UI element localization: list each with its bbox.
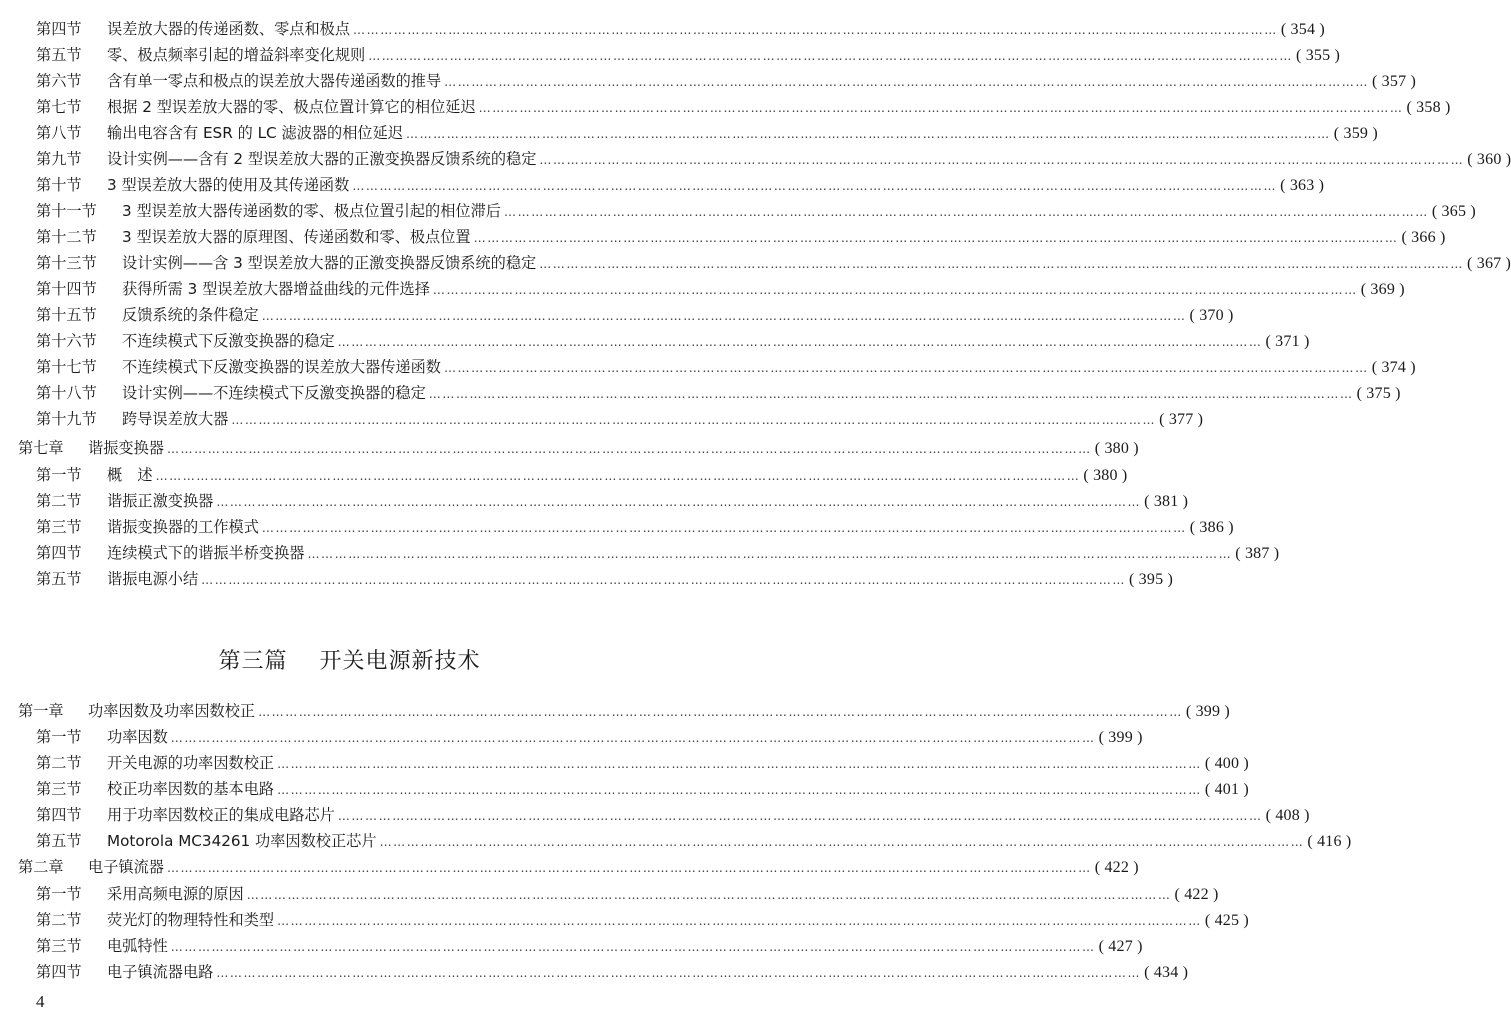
section-label: 第九节: [36, 150, 82, 168]
page-reference: ( 374 ): [1371, 359, 1416, 376]
section-label: 第十四节: [36, 280, 97, 298]
toc-entry[interactable]: [36, 802, 1310, 828]
dot-leader: [277, 908, 1202, 934]
section-title: 反馈系统的条件稳定: [122, 306, 259, 324]
section-label: 第十七节: [36, 358, 97, 376]
page-reference: ( 408 ): [1265, 807, 1310, 824]
chapter-title: 谐振变换器: [88, 439, 164, 457]
section-title: 谐振正激变换器: [107, 492, 214, 510]
section-label: 第一节: [36, 728, 82, 746]
toc-entry[interactable]: [36, 328, 1310, 354]
toc-entry[interactable]: [36, 750, 1249, 776]
section-label: 第十九节: [36, 410, 97, 428]
chapter-entry[interactable]: [18, 854, 1139, 880]
toc-entry[interactable]: [36, 250, 1511, 276]
page-reference: ( 371 ): [1265, 333, 1310, 350]
toc-entry[interactable]: [36, 354, 1416, 380]
toc-entry[interactable]: [36, 276, 1405, 302]
page-reference: ( 387 ): [1235, 545, 1280, 562]
toc-entry[interactable]: [36, 776, 1249, 802]
toc-entry[interactable]: [36, 462, 1128, 488]
section-title: 用于功率因数校正的集成电路芯片: [107, 806, 335, 824]
section-label: 第四节: [36, 20, 82, 38]
section-title: 采用高频电源的原因: [107, 885, 244, 903]
toc-entry[interactable]: [36, 146, 1511, 172]
page-reference: ( 434 ): [1144, 964, 1189, 981]
dot-leader: [474, 225, 1399, 251]
dot-leader: [504, 199, 1429, 225]
dot-leader: [216, 960, 1141, 986]
toc-entry[interactable]: [36, 406, 1204, 432]
dot-leader: [368, 43, 1293, 69]
section-title: 电子镇流器电路: [107, 963, 214, 981]
toc-entry[interactable]: [36, 724, 1143, 750]
dot-leader: [201, 567, 1126, 593]
section-label: 第四节: [36, 544, 82, 562]
section-title: 设计实例——不连续模式下反激变换器的稳定: [122, 384, 426, 402]
section-label: 第七节: [36, 98, 82, 116]
section-title: 概 述: [107, 466, 153, 484]
chapter-title: 功率因数及功率因数校正: [88, 702, 256, 720]
chapter-label: 第七章: [18, 439, 64, 457]
toc-entry[interactable]: [36, 881, 1219, 907]
toc-entry[interactable]: [36, 828, 1352, 854]
page-reference: ( 427 ): [1098, 938, 1143, 955]
section-label: 第十六节: [36, 332, 97, 350]
dot-leader: [171, 934, 1096, 960]
dot-leader: [444, 69, 1369, 95]
section-label: 第十节: [36, 176, 82, 194]
page-reference: ( 386 ): [1189, 519, 1234, 536]
section-label: 第一节: [36, 466, 82, 484]
page-reference: ( 357 ): [1371, 73, 1416, 90]
toc-entry[interactable]: [36, 907, 1249, 933]
page-reference: ( 360 ): [1467, 151, 1511, 168]
toc-entry[interactable]: [36, 566, 1173, 592]
section-title: 误差放大器的传递函数、零点和极点: [107, 20, 350, 38]
page-reference: ( 380 ): [1083, 467, 1128, 484]
page-reference: ( 370 ): [1189, 307, 1234, 324]
dot-leader: [171, 725, 1096, 751]
toc-entry[interactable]: [36, 94, 1451, 120]
toc-entry[interactable]: [36, 540, 1280, 566]
dot-leader: [167, 436, 1092, 462]
page-reference: ( 358 ): [1406, 99, 1451, 116]
page-reference: ( 359 ): [1333, 125, 1378, 142]
section-label: 第十二节: [36, 228, 97, 246]
toc-entry[interactable]: [36, 224, 1446, 250]
section-title: 3 型误差放大器传递函数的零、极点位置引起的相位滞后: [122, 202, 501, 220]
dot-leader: [433, 277, 1358, 303]
section-title: 零、极点频率引起的增益斜率变化规则: [107, 46, 366, 64]
section-title: 3 型误差放大器的原理图、传递函数和零、极点位置: [122, 228, 471, 246]
part-heading: 第三篇 开关电源新技术: [218, 649, 481, 674]
toc-entry[interactable]: [36, 16, 1325, 42]
section-title: 开关电源的功率因数校正: [107, 754, 275, 772]
section-label: 第十三节: [36, 254, 97, 272]
dot-leader: [247, 882, 1172, 908]
section-title: 谐振变换器的工作模式: [107, 518, 259, 536]
toc-entry[interactable]: [36, 68, 1416, 94]
page-reference: ( 363 ): [1280, 177, 1325, 194]
section-label: 第三节: [36, 937, 82, 955]
dot-leader: [338, 803, 1263, 829]
dot-leader: [406, 121, 1331, 147]
dot-leader: [277, 751, 1202, 777]
dot-leader: [258, 699, 1183, 725]
toc-entry[interactable]: [36, 380, 1401, 406]
dot-leader: [352, 173, 1277, 199]
section-label: 第一节: [36, 885, 82, 903]
section-label: 第三节: [36, 780, 82, 798]
section-label: 第十五节: [36, 306, 97, 324]
dot-leader: [539, 251, 1464, 277]
toc-entry[interactable]: [36, 302, 1234, 328]
section-label: 第十一节: [36, 202, 97, 220]
dot-leader: [167, 855, 1092, 881]
section-label: 第五节: [36, 832, 82, 850]
toc-entry[interactable]: [36, 933, 1143, 959]
section-title: 不连续模式下反激变换器的误差放大器传递函数: [122, 358, 441, 376]
page-reference: ( 422 ): [1174, 886, 1219, 903]
dot-leader: [156, 463, 1081, 489]
dot-leader: [277, 777, 1202, 803]
section-label: 第五节: [36, 570, 82, 588]
dot-leader: [429, 381, 1354, 407]
page-reference: ( 399 ): [1098, 729, 1143, 746]
section-label: 第四节: [36, 806, 82, 824]
toc-entry[interactable]: [36, 120, 1378, 146]
section-title: 3 型误差放大器的使用及其传递函数: [107, 176, 350, 194]
page-reference: ( 365 ): [1431, 203, 1476, 220]
dot-leader: [539, 147, 1464, 173]
toc-entry[interactable]: [36, 172, 1325, 198]
page-reference: ( 366 ): [1401, 229, 1446, 246]
dot-leader: [231, 407, 1156, 433]
section-title: 功率因数: [107, 728, 168, 746]
dot-leader: [444, 355, 1369, 381]
page-reference: ( 381 ): [1144, 493, 1189, 510]
page-reference: ( 416 ): [1307, 833, 1352, 850]
toc-entry[interactable]: [36, 42, 1341, 68]
section-title: 获得所需 3 型误差放大器增益曲线的元件选择: [122, 280, 430, 298]
page-reference: ( 377 ): [1159, 411, 1204, 428]
chapter-title: 电子镇流器: [88, 858, 164, 876]
dot-leader: [307, 541, 1232, 567]
dot-leader: [353, 17, 1278, 43]
dot-leader: [262, 515, 1187, 541]
toc-entry[interactable]: [36, 514, 1234, 540]
section-title: 不连续模式下反激变换器的稳定: [122, 332, 335, 350]
section-title: Motorola MC34261 功率因数校正芯片: [107, 832, 377, 850]
section-title: 电弧特性: [107, 937, 168, 955]
dot-leader: [216, 489, 1141, 515]
page-reference: ( 425 ): [1204, 912, 1249, 929]
section-title: 校正功率因数的基本电路: [107, 780, 275, 798]
page-number: 4: [36, 992, 45, 1011]
chapter-entry[interactable]: [18, 698, 1230, 724]
section-label: 第二节: [36, 911, 82, 929]
section-label: 第二节: [36, 754, 82, 772]
page-reference: ( 369 ): [1360, 281, 1405, 298]
section-title: 跨导误差放大器: [122, 410, 229, 428]
section-label: 第八节: [36, 124, 82, 142]
dot-leader: [338, 329, 1263, 355]
section-label: 第三节: [36, 518, 82, 536]
page-reference: ( 400 ): [1204, 755, 1249, 772]
toc-entry[interactable]: [36, 488, 1189, 514]
section-label: 第十八节: [36, 384, 97, 402]
toc-entry[interactable]: [36, 198, 1476, 224]
dot-leader: [380, 829, 1305, 855]
section-title: 含有单一零点和极点的误差放大器传递函数的推导: [107, 72, 442, 90]
chapter-label: 第一章: [18, 702, 64, 720]
section-title: 谐振电源小结: [107, 570, 199, 588]
dot-leader: [262, 303, 1187, 329]
section-title: 连续模式下的谐振半桥变换器: [107, 544, 305, 562]
chapter-label: 第二章: [18, 858, 64, 876]
page-reference: ( 367 ): [1467, 255, 1511, 272]
section-title: 根据 2 型误差放大器的零、极点位置计算它的相位延迟: [107, 98, 476, 116]
page-reference: ( 355 ): [1296, 47, 1341, 64]
section-title: 荧光灯的物理特性和类型: [107, 911, 275, 929]
page-reference: ( 395 ): [1128, 571, 1173, 588]
page-reference: ( 399 ): [1185, 703, 1230, 720]
section-title: 设计实例——含 3 型误差放大器的正激变换器反馈系统的稳定: [122, 254, 537, 272]
page-reference: ( 354 ): [1280, 21, 1325, 38]
chapter-entry[interactable]: [18, 435, 1139, 461]
page-reference: ( 380 ): [1094, 440, 1139, 457]
toc-entry[interactable]: [36, 959, 1189, 985]
section-title: 设计实例——含有 2 型误差放大器的正激变换器反馈系统的稳定: [107, 150, 537, 168]
page-reference: ( 375 ): [1356, 385, 1401, 402]
section-title: 输出电容含有 ESR 的 LC 滤波器的相位延迟: [107, 124, 403, 142]
section-label: 第六节: [36, 72, 82, 90]
section-label: 第二节: [36, 492, 82, 510]
page-reference: ( 422 ): [1094, 859, 1139, 876]
page-reference: ( 401 ): [1204, 781, 1249, 798]
section-label: 第四节: [36, 963, 82, 981]
section-label: 第五节: [36, 46, 82, 64]
dot-leader: [479, 95, 1404, 121]
